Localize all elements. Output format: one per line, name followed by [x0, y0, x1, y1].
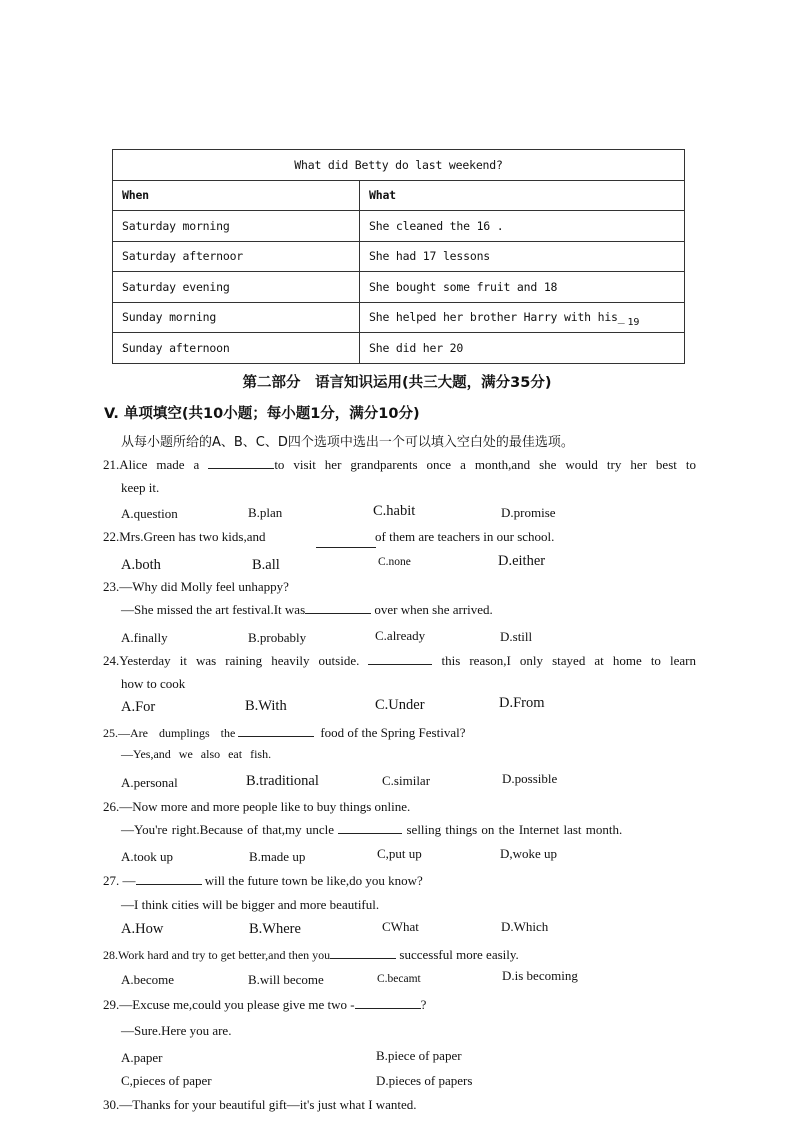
option-a: A.personal: [121, 775, 178, 790]
table-row: [113, 333, 685, 364]
option-b: B.traditional: [246, 773, 319, 789]
header-what: What: [360, 180, 685, 211]
question-21: 21.Alice made a to visit her grandparents once a month,and she would try her best to: [103, 457, 696, 472]
option-b: B.plan: [248, 505, 283, 520]
question-25: 25.—Are dumplings the food of the Spring Festival?: [103, 725, 466, 740]
option-a: A.took up: [121, 849, 173, 864]
table-row: [113, 302, 685, 333]
cell-when: Sunday morning: [113, 302, 360, 333]
option-a: A.become: [121, 972, 175, 987]
option-c: C.Under: [375, 697, 425, 713]
cell-when: Sunday afternoon: [113, 333, 360, 364]
cell-what: She did her 20: [360, 333, 685, 364]
cell-when: Saturday afternoor: [113, 241, 360, 272]
option-c: C.similar: [382, 773, 431, 788]
option-a: A.finally: [121, 630, 168, 645]
question-23-sub: —She missed the art festival.It was over when she arrived.: [121, 602, 493, 617]
option-d: D.possible: [502, 771, 558, 786]
question-29: 29.—Excuse me,could you please give me two - ?: [103, 997, 427, 1012]
option-a: A.For: [121, 699, 156, 715]
question-21-cont: keep it.: [121, 480, 160, 495]
weekend-table: [112, 149, 685, 364]
option-b: B.made up: [249, 849, 306, 864]
answer-blank: [316, 547, 376, 548]
question-23: 23.—Why did Molly feel unhappy?: [103, 579, 289, 594]
option-a: A.question: [121, 506, 178, 521]
option-c: CWhat: [382, 919, 419, 934]
question-26: 26.—Now more and more people like to buy things online.: [103, 799, 411, 814]
option-d: D.From: [499, 695, 545, 711]
answer-blank: [136, 873, 202, 885]
option-b: B.With: [245, 698, 287, 714]
question-25-sub: —Yes,and we also eat fish.: [121, 747, 272, 761]
option-c: C.none: [378, 556, 411, 568]
cell-what-text: She helped her brother Harry with his_: [369, 310, 625, 325]
option-d: D.promise: [501, 505, 556, 520]
option-d: D.either: [498, 553, 546, 569]
question-24-cont: how to cook: [121, 676, 186, 691]
option-d: D.still: [500, 629, 533, 644]
question-28: 28.Work hard and try to get better,and then you successful more easily.: [103, 947, 519, 962]
question-29-sub: —Sure.Here you are.: [121, 1023, 232, 1038]
question-30: 30.—Thanks for your beautiful gift—it's just what I wanted.: [103, 1097, 417, 1112]
question-24: 24.Yesterday it was raining heavily outside. this reason,I only stayed at home to learn: [103, 653, 696, 668]
header-when: When: [113, 180, 360, 211]
answer-blank: [208, 457, 274, 469]
cell-when: Saturday evening: [113, 272, 360, 303]
option-a: A.How: [121, 921, 164, 937]
part-title: 第二部分 语言知识运用(共三大题，满分35分): [242, 375, 552, 391]
instruction: 从每小题所给的A、B、C、D四个选项中选出一个可以填入空白处的最佳选项。: [121, 435, 574, 450]
table-row: [113, 241, 685, 272]
option-c: C.habit: [373, 503, 416, 519]
option-d: D.pieces of papers: [376, 1073, 473, 1088]
cell-what: She cleaned the 16 .: [360, 211, 685, 242]
option-b: B.will become: [248, 972, 324, 987]
table-row: [113, 211, 685, 242]
answer-blank: [305, 602, 371, 614]
cell-what: She had 17 lessons: [360, 241, 685, 272]
cell-when: Saturday morning: [113, 211, 360, 242]
answer-blank: [368, 653, 432, 665]
cell-what: [360, 302, 685, 333]
option-d: D.is becoming: [502, 968, 578, 983]
option-d: D,woke up: [500, 846, 558, 861]
answer-blank: [330, 947, 396, 959]
cell-what-number: 19: [627, 317, 640, 329]
option-c: C,put up: [377, 846, 422, 861]
option-b: B.all: [252, 557, 280, 573]
option-c: C,pieces of paper: [121, 1073, 212, 1088]
answer-blank: [355, 997, 421, 1009]
section-title: V. 单项填空(共10小题；每小题1分，满分10分): [104, 406, 420, 422]
option-b: B.Where: [249, 921, 301, 937]
option-c: C.already: [375, 628, 426, 643]
question-22: 22.Mrs.Green has two kids,and: [103, 529, 266, 544]
option-c: C.becamt: [377, 973, 421, 985]
question-26-sub: —You're right.Because of that,my uncle selling things on the Internet last month.: [121, 822, 623, 837]
option-b: B.probably: [248, 630, 307, 645]
option-a: A.both: [121, 557, 161, 573]
option-a: A.paper: [121, 1050, 163, 1065]
option-b: B.piece of paper: [376, 1048, 462, 1063]
option-d: D.Which: [501, 919, 549, 934]
answer-blank: [338, 822, 402, 834]
answer-blank: [238, 725, 314, 737]
question-22-post: of them are teachers in our school.: [375, 529, 555, 544]
question-27: 27. — will the future town be like,do you know?: [103, 873, 423, 888]
table-title: What did Betty do last weekend?: [113, 150, 685, 181]
cell-what: She bought some fruit and 18: [360, 272, 685, 303]
question-27-sub: —I think cities will be bigger and more beautiful.: [121, 897, 380, 912]
table-row: [113, 272, 685, 303]
